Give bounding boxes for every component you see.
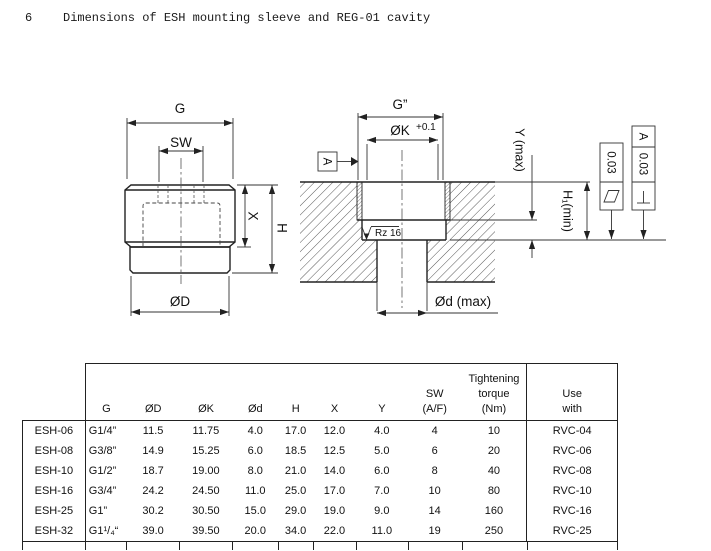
table-cell: 6: [431, 445, 438, 457]
table-cell: ESH-32: [23, 521, 86, 541]
table-header-cell: [356, 364, 408, 420]
table-cell: G1/4”: [88, 425, 117, 437]
table-cell: 24.50: [192, 485, 220, 497]
thread-band-right: [445, 182, 450, 220]
table-cell: 6.0: [374, 465, 390, 477]
table-cell: 7.0: [374, 485, 390, 497]
section-number: 6: [25, 11, 33, 25]
table-cell: G3/4”: [88, 485, 117, 497]
table-cell: 21.0: [284, 465, 307, 477]
table-header-cell: [313, 364, 356, 420]
flatness-tolerance-value: 0.03: [604, 151, 617, 174]
perpendicularity-datum-value: A: [636, 132, 649, 141]
table-cell: 14.0: [323, 465, 346, 477]
table-cell: 22.0: [323, 525, 346, 537]
table-cell: 11.75: [192, 425, 220, 437]
table-cell: RVC-08: [526, 461, 617, 481]
datum-triangle-icon: [351, 157, 359, 166]
table-cell: 4.0: [374, 425, 390, 437]
dim-label-ok-tolerance: +0.1: [416, 122, 436, 133]
table-header-cell: [526, 364, 617, 420]
table-header-line: (Nm): [481, 403, 507, 415]
table-cell: 8.0: [247, 465, 263, 477]
table-cell: 11.5: [142, 425, 164, 437]
dim-label-od-max: Ød (max): [434, 294, 492, 309]
table-header-line: Y: [378, 403, 386, 415]
table-header-line: (A/F): [422, 403, 447, 415]
dim-label-od: ØD: [169, 294, 191, 309]
table-row: [23, 441, 617, 461]
page-title: Dimensions of ESH mounting sleeve and REG-01 cavity: [63, 11, 431, 25]
table-border-stub: [179, 541, 180, 550]
sleeve-front-view: [125, 101, 289, 316]
table-header-line: X: [330, 403, 339, 415]
perpendicularity-icon: [637, 191, 650, 203]
table-cell: 40: [487, 465, 501, 477]
table-border-stub: [232, 541, 233, 550]
table-cell: 25.0: [284, 485, 307, 497]
table-cell: 250: [484, 525, 504, 537]
datum-flag-a: [318, 152, 359, 171]
table-row: [23, 521, 617, 541]
table-header-cell: [278, 364, 313, 420]
table-header-line: Ød: [248, 403, 263, 415]
table-cell: 30.50: [192, 505, 220, 517]
table-header-cell: [180, 364, 233, 420]
table-cell: RVC-06: [526, 441, 617, 461]
table-border-stub: [85, 541, 86, 550]
table-border-stub: [278, 541, 279, 550]
flatness-fcf: [600, 143, 623, 239]
table-header-line: ØK: [198, 403, 214, 415]
table-cell: ESH-08: [23, 441, 86, 461]
dim-label-sw: SW: [170, 135, 192, 150]
table-border-stub: [462, 541, 463, 550]
table-header-cell: [408, 364, 462, 420]
perpendicularity-fcf: [632, 126, 655, 239]
table-cell: 15.25: [192, 445, 220, 457]
table-cell: 24.2: [142, 485, 164, 497]
table-cell: ESH-06: [23, 421, 86, 441]
table-body: [22, 420, 618, 542]
table-row: [23, 421, 617, 441]
table-cell: 160: [484, 505, 504, 517]
table-row: [23, 461, 617, 481]
table-header-line: with: [562, 403, 582, 415]
table-header-line: G: [102, 403, 111, 415]
cavity-hatch-right: [427, 182, 495, 282]
table-cell: G1¹/₄“: [88, 525, 119, 537]
table-cell: 30.2: [142, 505, 164, 517]
table-cell: 9.0: [374, 505, 390, 517]
table-cell: 15.0: [244, 505, 266, 517]
table-cell: 20.0: [244, 525, 266, 537]
table-header-cell: [127, 364, 180, 420]
table-border-stub: [617, 541, 618, 550]
table-header-line: SW: [425, 388, 444, 400]
table-header-line: Tightening: [468, 373, 520, 385]
table-cell: 4.0: [247, 425, 263, 437]
table-header-line: H: [291, 403, 300, 415]
table-header-row: [85, 363, 618, 420]
table-cell: 18.5: [284, 445, 307, 457]
table-cell: 29.0: [284, 505, 307, 517]
table-cell: 11.0: [371, 525, 393, 537]
sleeve-hidden-bore: [143, 203, 220, 247]
dim-label-h: H: [274, 223, 290, 233]
spec-table: [22, 363, 618, 542]
table-cell: 17.0: [284, 425, 307, 437]
table-cell: ESH-16: [23, 481, 86, 501]
table-cell: 39.50: [192, 525, 220, 537]
sleeve-thread-cylinder: [130, 247, 230, 273]
table-border-stub: [126, 541, 127, 550]
table-border-stub: [22, 541, 23, 550]
dim-label-y-max: Y (max): [512, 128, 527, 172]
table-cell: RVC-04: [526, 421, 617, 441]
table-header-line: Use: [562, 388, 582, 400]
table-header-cell: [232, 364, 278, 420]
table-header-cell: [86, 364, 127, 420]
table-cell: G1”: [88, 505, 108, 517]
table-cell: RVC-16: [526, 501, 617, 521]
table-cell: G3/8”: [88, 445, 117, 457]
table-header-line: torque: [478, 388, 510, 400]
table-cell: 14.9: [142, 445, 164, 457]
flatness-icon: [604, 191, 619, 203]
table-header-cell: [462, 364, 527, 420]
dim-label-g: G: [174, 101, 186, 116]
table-cell: 11.0: [244, 485, 266, 497]
dim-label-h1-min: H₁(min): [560, 190, 575, 232]
table-cell: 18.7: [142, 465, 164, 477]
table-cell: 19: [428, 525, 441, 537]
table-cell: 19.0: [323, 505, 346, 517]
table-cell: 14: [428, 505, 441, 517]
table-cell: 12.0: [323, 425, 346, 437]
table-header-line: ØD: [144, 403, 162, 415]
table-cell: 39.0: [142, 525, 164, 537]
table-cell: ESH-25: [23, 501, 86, 521]
table-row: [23, 501, 617, 521]
table-border-stub: [408, 541, 409, 550]
table-cell: 19.00: [192, 465, 220, 477]
table-border-stub: [313, 541, 314, 550]
table-cell: ESH-10: [23, 461, 86, 481]
cavity-section-view: [300, 97, 666, 313]
table-cell: 12.5: [323, 445, 346, 457]
table-cell: 20: [487, 445, 501, 457]
table-cell: 4: [431, 425, 438, 437]
sleeve-hex-body: [125, 185, 235, 247]
perpendicularity-tolerance-value: 0.03: [636, 152, 649, 176]
table-border-stub: [527, 541, 528, 550]
dim-label-ok: ØK: [390, 123, 410, 138]
dim-label-g-thread: G”: [392, 97, 408, 112]
table-cell: 17.0: [323, 485, 346, 497]
table-cell: 10: [487, 425, 501, 437]
datum-flag-label: A: [320, 157, 333, 166]
cavity-hatch-left: [300, 182, 377, 282]
table-row: [23, 481, 617, 501]
table-border-stub: [356, 541, 357, 550]
table-cell: 8: [431, 465, 438, 477]
table-cell: G1/2”: [88, 465, 117, 477]
table-cell: 80: [487, 485, 501, 497]
table-cell: 10: [428, 485, 441, 497]
thread-band-left: [357, 182, 362, 220]
table-cell: RVC-10: [526, 481, 617, 501]
table-cell: 5.0: [374, 445, 390, 457]
surface-finish-label: Rz 16: [375, 228, 402, 239]
table-cell: 6.0: [247, 445, 263, 457]
table-cell: RVC-25: [526, 521, 617, 541]
table-cell: 34.0: [284, 525, 307, 537]
dim-label-x: X: [245, 211, 261, 221]
